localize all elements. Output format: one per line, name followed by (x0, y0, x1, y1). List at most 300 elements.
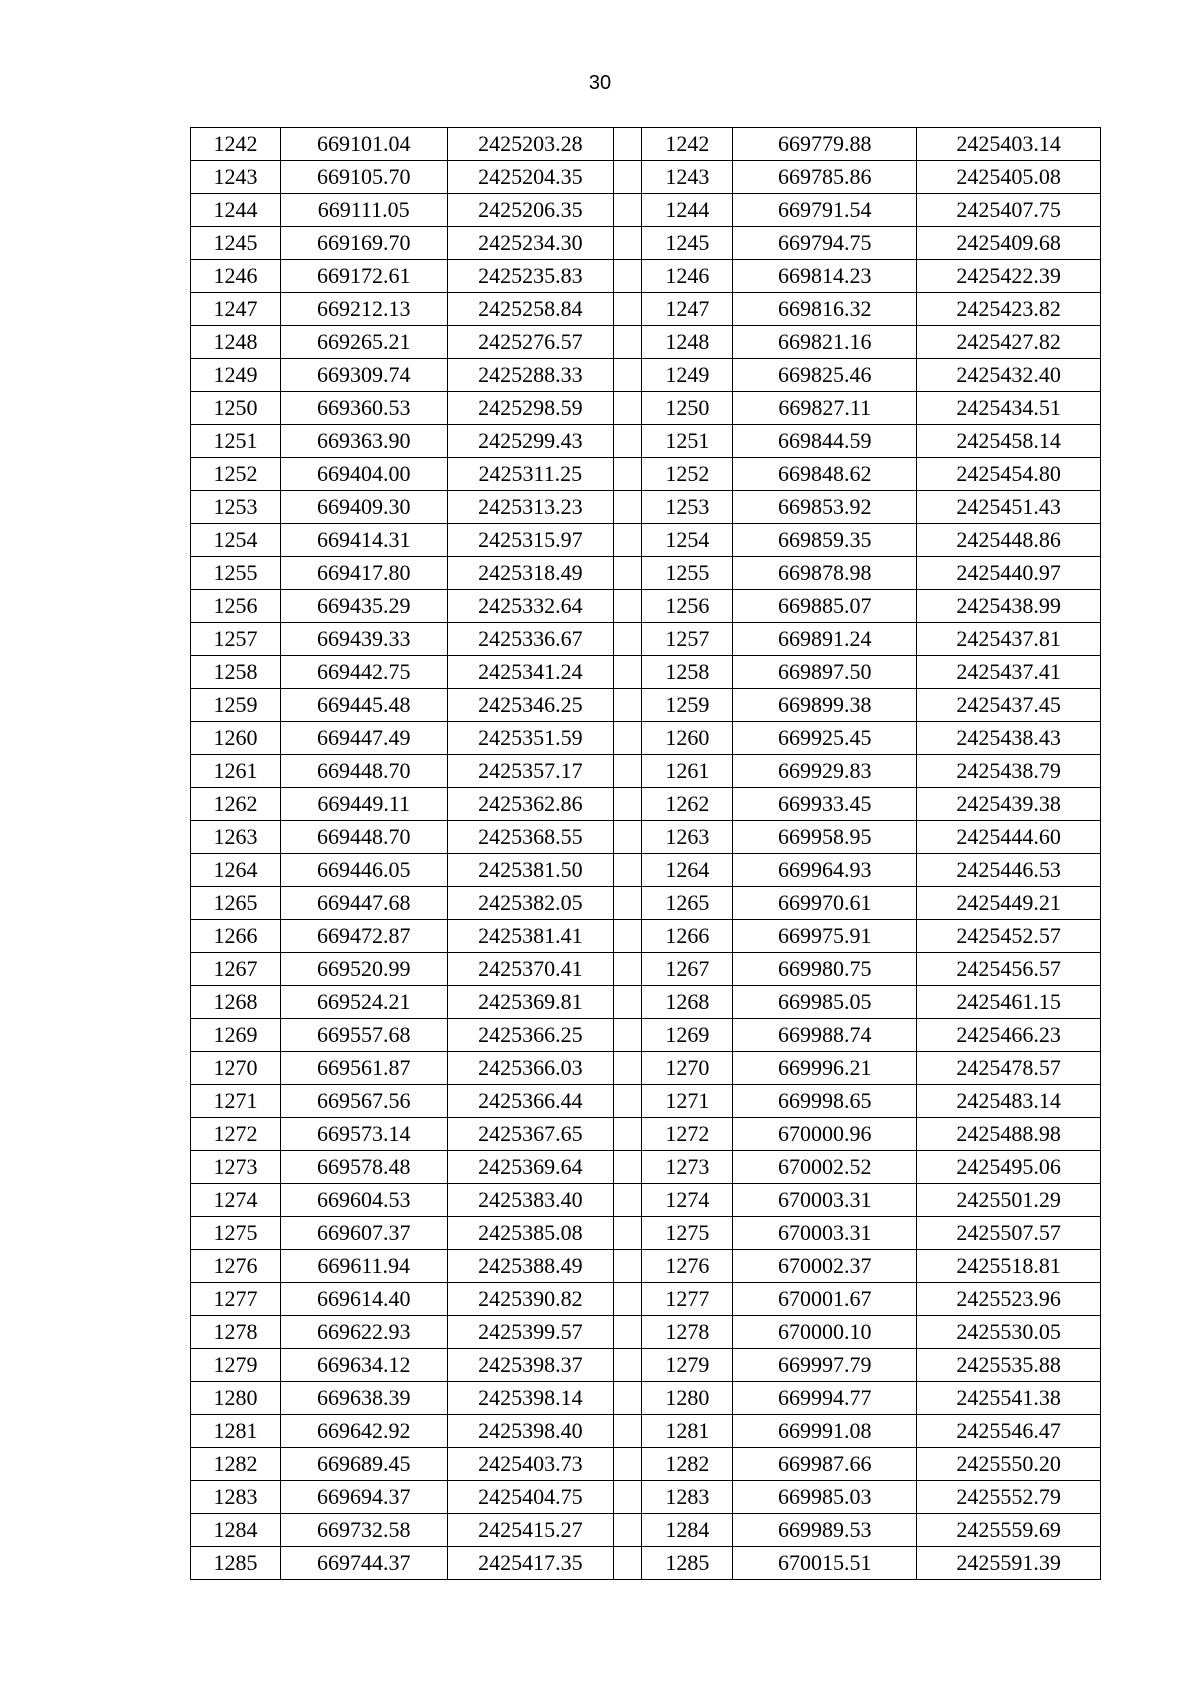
point-id-right: 1274 (642, 1184, 733, 1217)
spacer-cell (614, 1151, 642, 1184)
x-coordinate-right: 669825.46 (733, 359, 917, 392)
y-coordinate-left: 2425258.84 (447, 293, 614, 326)
table-row (191, 1085, 1101, 1118)
x-coordinate-left: 669557.68 (280, 1019, 447, 1052)
x-coordinate-left: 669442.75 (280, 656, 447, 689)
x-coordinate-right: 670000.10 (733, 1316, 917, 1349)
point-id-right: 1243 (642, 161, 733, 194)
point-id-right: 1265 (642, 887, 733, 920)
y-coordinate-left: 2425276.57 (447, 326, 614, 359)
point-id-right: 1264 (642, 854, 733, 887)
x-coordinate-left: 669212.13 (280, 293, 447, 326)
table-row (191, 1052, 1101, 1085)
spacer-cell (614, 524, 642, 557)
y-coordinate-left: 2425398.37 (447, 1349, 614, 1382)
point-id-left: 1251 (191, 425, 281, 458)
table-row (191, 1250, 1101, 1283)
spacer-cell (614, 722, 642, 755)
y-coordinate-left: 2425415.27 (447, 1514, 614, 1547)
point-id-left: 1257 (191, 623, 281, 656)
y-coordinate-right: 2425437.45 (917, 689, 1101, 722)
y-coordinate-left: 2425370.41 (447, 953, 614, 986)
point-id-right: 1272 (642, 1118, 733, 1151)
x-coordinate-right: 669848.62 (733, 458, 917, 491)
y-coordinate-right: 2425454.80 (917, 458, 1101, 491)
coordinates-table (190, 127, 1101, 1580)
x-coordinate-left: 669111.05 (280, 194, 447, 227)
y-coordinate-left: 2425398.14 (447, 1382, 614, 1415)
spacer-cell (614, 1052, 642, 1085)
point-id-left: 1281 (191, 1415, 281, 1448)
point-id-left: 1267 (191, 953, 281, 986)
y-coordinate-left: 2425318.49 (447, 557, 614, 590)
point-id-left: 1285 (191, 1547, 281, 1580)
point-id-left: 1245 (191, 227, 281, 260)
x-coordinate-left: 669622.93 (280, 1316, 447, 1349)
y-coordinate-left: 2425235.83 (447, 260, 614, 293)
x-coordinate-right: 669853.92 (733, 491, 917, 524)
point-id-left: 1269 (191, 1019, 281, 1052)
spacer-cell (614, 392, 642, 425)
y-coordinate-left: 2425388.49 (447, 1250, 614, 1283)
y-coordinate-right: 2425438.79 (917, 755, 1101, 788)
point-id-right: 1245 (642, 227, 733, 260)
x-coordinate-left: 669520.99 (280, 953, 447, 986)
spacer-cell (614, 491, 642, 524)
y-coordinate-right: 2425444.60 (917, 821, 1101, 854)
point-id-right: 1285 (642, 1547, 733, 1580)
x-coordinate-right: 669996.21 (733, 1052, 917, 1085)
y-coordinate-right: 2425458.14 (917, 425, 1101, 458)
y-coordinate-right: 2425488.98 (917, 1118, 1101, 1151)
table-row (191, 161, 1101, 194)
point-id-left: 1276 (191, 1250, 281, 1283)
point-id-left: 1258 (191, 656, 281, 689)
point-id-right: 1278 (642, 1316, 733, 1349)
spacer-cell (614, 623, 642, 656)
x-coordinate-right: 669925.45 (733, 722, 917, 755)
x-coordinate-left: 669448.70 (280, 755, 447, 788)
spacer-cell (614, 788, 642, 821)
x-coordinate-right: 669814.23 (733, 260, 917, 293)
x-coordinate-left: 669309.74 (280, 359, 447, 392)
point-id-left: 1252 (191, 458, 281, 491)
table-row (191, 260, 1101, 293)
y-coordinate-left: 2425381.50 (447, 854, 614, 887)
y-coordinate-left: 2425206.35 (447, 194, 614, 227)
table-row (191, 1283, 1101, 1316)
point-id-right: 1270 (642, 1052, 733, 1085)
x-coordinate-right: 670003.31 (733, 1217, 917, 1250)
point-id-right: 1242 (642, 128, 733, 161)
x-coordinate-right: 669897.50 (733, 656, 917, 689)
spacer-cell (614, 1514, 642, 1547)
x-coordinate-left: 669447.49 (280, 722, 447, 755)
y-coordinate-left: 2425369.81 (447, 986, 614, 1019)
y-coordinate-left: 2425351.59 (447, 722, 614, 755)
x-coordinate-right: 669844.59 (733, 425, 917, 458)
y-coordinate-left: 2425398.40 (447, 1415, 614, 1448)
y-coordinate-right: 2425446.53 (917, 854, 1101, 887)
point-id-right: 1277 (642, 1283, 733, 1316)
table-row (191, 1382, 1101, 1415)
x-coordinate-left: 669611.94 (280, 1250, 447, 1283)
x-coordinate-right: 669985.05 (733, 986, 917, 1019)
table-row (191, 326, 1101, 359)
x-coordinate-right: 669885.07 (733, 590, 917, 623)
x-coordinate-left: 669607.37 (280, 1217, 447, 1250)
x-coordinate-right: 669958.95 (733, 821, 917, 854)
spacer-cell (614, 557, 642, 590)
point-id-right: 1275 (642, 1217, 733, 1250)
y-coordinate-left: 2425369.64 (447, 1151, 614, 1184)
point-id-right: 1283 (642, 1481, 733, 1514)
table-row (191, 1151, 1101, 1184)
point-id-right: 1258 (642, 656, 733, 689)
spacer-cell (614, 227, 642, 260)
table-row (191, 986, 1101, 1019)
x-coordinate-right: 669998.65 (733, 1085, 917, 1118)
point-id-right: 1261 (642, 755, 733, 788)
spacer-cell (614, 689, 642, 722)
y-coordinate-left: 2425366.25 (447, 1019, 614, 1052)
x-coordinate-left: 669404.00 (280, 458, 447, 491)
point-id-right: 1271 (642, 1085, 733, 1118)
y-coordinate-left: 2425382.05 (447, 887, 614, 920)
point-id-right: 1253 (642, 491, 733, 524)
x-coordinate-left: 669169.70 (280, 227, 447, 260)
y-coordinate-right: 2425427.82 (917, 326, 1101, 359)
y-coordinate-left: 2425299.43 (447, 425, 614, 458)
y-coordinate-right: 2425451.43 (917, 491, 1101, 524)
spacer-cell (614, 128, 642, 161)
y-coordinate-right: 2425541.38 (917, 1382, 1101, 1415)
y-coordinate-right: 2425422.39 (917, 260, 1101, 293)
point-id-left: 1279 (191, 1349, 281, 1382)
spacer-cell (614, 1250, 642, 1283)
spacer-cell (614, 194, 642, 227)
x-coordinate-right: 670002.52 (733, 1151, 917, 1184)
y-coordinate-right: 2425434.51 (917, 392, 1101, 425)
x-coordinate-left: 669363.90 (280, 425, 447, 458)
table-row (191, 1415, 1101, 1448)
y-coordinate-left: 2425298.59 (447, 392, 614, 425)
point-id-right: 1269 (642, 1019, 733, 1052)
spacer-cell (614, 1382, 642, 1415)
spacer-cell (614, 1448, 642, 1481)
table-row (191, 1184, 1101, 1217)
x-coordinate-left: 669414.31 (280, 524, 447, 557)
x-coordinate-right: 669878.98 (733, 557, 917, 590)
y-coordinate-right: 2425559.69 (917, 1514, 1101, 1547)
table-row (191, 854, 1101, 887)
point-id-right: 1244 (642, 194, 733, 227)
point-id-right: 1249 (642, 359, 733, 392)
table-row (191, 689, 1101, 722)
x-coordinate-right: 669964.93 (733, 854, 917, 887)
x-coordinate-right: 669794.75 (733, 227, 917, 260)
y-coordinate-left: 2425368.55 (447, 821, 614, 854)
point-id-right: 1251 (642, 425, 733, 458)
y-coordinate-right: 2425461.15 (917, 986, 1101, 1019)
x-coordinate-right: 669859.35 (733, 524, 917, 557)
point-id-left: 1264 (191, 854, 281, 887)
x-coordinate-left: 669445.48 (280, 689, 447, 722)
point-id-left: 1247 (191, 293, 281, 326)
point-id-left: 1249 (191, 359, 281, 392)
point-id-left: 1263 (191, 821, 281, 854)
y-coordinate-right: 2425438.43 (917, 722, 1101, 755)
y-coordinate-right: 2425530.05 (917, 1316, 1101, 1349)
point-id-left: 1270 (191, 1052, 281, 1085)
y-coordinate-right: 2425437.41 (917, 656, 1101, 689)
table-row (191, 557, 1101, 590)
x-coordinate-right: 670015.51 (733, 1547, 917, 1580)
spacer-cell (614, 1019, 642, 1052)
y-coordinate-right: 2425432.40 (917, 359, 1101, 392)
table-row (191, 425, 1101, 458)
y-coordinate-right: 2425478.57 (917, 1052, 1101, 1085)
x-coordinate-left: 669409.30 (280, 491, 447, 524)
y-coordinate-left: 2425234.30 (447, 227, 614, 260)
y-coordinate-right: 2425523.96 (917, 1283, 1101, 1316)
table-row (191, 656, 1101, 689)
point-id-left: 1278 (191, 1316, 281, 1349)
x-coordinate-left: 669417.80 (280, 557, 447, 590)
y-coordinate-left: 2425346.25 (447, 689, 614, 722)
x-coordinate-left: 669604.53 (280, 1184, 447, 1217)
y-coordinate-right: 2425466.23 (917, 1019, 1101, 1052)
x-coordinate-left: 669744.37 (280, 1547, 447, 1580)
point-id-left: 1273 (191, 1151, 281, 1184)
point-id-left: 1272 (191, 1118, 281, 1151)
point-id-left: 1259 (191, 689, 281, 722)
point-id-right: 1250 (642, 392, 733, 425)
y-coordinate-right: 2425438.99 (917, 590, 1101, 623)
table-row (191, 128, 1101, 161)
y-coordinate-left: 2425404.75 (447, 1481, 614, 1514)
table-row (191, 755, 1101, 788)
y-coordinate-right: 2425552.79 (917, 1481, 1101, 1514)
x-coordinate-right: 669933.45 (733, 788, 917, 821)
spacer-cell (614, 458, 642, 491)
x-coordinate-left: 669694.37 (280, 1481, 447, 1514)
point-id-right: 1263 (642, 821, 733, 854)
x-coordinate-right: 669991.08 (733, 1415, 917, 1448)
x-coordinate-right: 669816.32 (733, 293, 917, 326)
x-coordinate-right: 669985.03 (733, 1481, 917, 1514)
y-coordinate-right: 2425507.57 (917, 1217, 1101, 1250)
y-coordinate-right: 2425407.75 (917, 194, 1101, 227)
x-coordinate-left: 669446.05 (280, 854, 447, 887)
x-coordinate-left: 669472.87 (280, 920, 447, 953)
x-coordinate-right: 669987.66 (733, 1448, 917, 1481)
point-id-left: 1255 (191, 557, 281, 590)
point-id-left: 1261 (191, 755, 281, 788)
y-coordinate-right: 2425440.97 (917, 557, 1101, 590)
y-coordinate-left: 2425341.24 (447, 656, 614, 689)
y-coordinate-right: 2425448.86 (917, 524, 1101, 557)
table-row (191, 1349, 1101, 1382)
point-id-left: 1254 (191, 524, 281, 557)
y-coordinate-left: 2425366.44 (447, 1085, 614, 1118)
table-row (191, 788, 1101, 821)
point-id-right: 1267 (642, 953, 733, 986)
table-row (191, 194, 1101, 227)
spacer-cell (614, 326, 642, 359)
point-id-left: 1275 (191, 1217, 281, 1250)
spacer-cell (614, 1184, 642, 1217)
spacer-cell (614, 854, 642, 887)
y-coordinate-left: 2425403.73 (447, 1448, 614, 1481)
spacer-cell (614, 293, 642, 326)
y-coordinate-right: 2425535.88 (917, 1349, 1101, 1382)
x-coordinate-left: 669732.58 (280, 1514, 447, 1547)
point-id-right: 1284 (642, 1514, 733, 1547)
spacer-cell (614, 1316, 642, 1349)
y-coordinate-left: 2425417.35 (447, 1547, 614, 1580)
x-coordinate-right: 669891.24 (733, 623, 917, 656)
y-coordinate-left: 2425288.33 (447, 359, 614, 392)
table-row (191, 1019, 1101, 1052)
point-id-right: 1266 (642, 920, 733, 953)
spacer-cell (614, 1118, 642, 1151)
table-row (191, 623, 1101, 656)
y-coordinate-right: 2425423.82 (917, 293, 1101, 326)
x-coordinate-right: 669980.75 (733, 953, 917, 986)
x-coordinate-right: 670000.96 (733, 1118, 917, 1151)
y-coordinate-left: 2425332.64 (447, 590, 614, 623)
x-coordinate-left: 669578.48 (280, 1151, 447, 1184)
point-id-right: 1246 (642, 260, 733, 293)
spacer-cell (614, 425, 642, 458)
x-coordinate-left: 669634.12 (280, 1349, 447, 1382)
x-coordinate-left: 669638.39 (280, 1382, 447, 1415)
spacer-cell (614, 161, 642, 194)
x-coordinate-left: 669614.40 (280, 1283, 447, 1316)
x-coordinate-left: 669105.70 (280, 161, 447, 194)
point-id-right: 1281 (642, 1415, 733, 1448)
y-coordinate-right: 2425437.81 (917, 623, 1101, 656)
x-coordinate-left: 669524.21 (280, 986, 447, 1019)
point-id-right: 1254 (642, 524, 733, 557)
y-coordinate-right: 2425403.14 (917, 128, 1101, 161)
x-coordinate-left: 669448.70 (280, 821, 447, 854)
point-id-left: 1262 (191, 788, 281, 821)
point-id-left: 1283 (191, 1481, 281, 1514)
point-id-right: 1279 (642, 1349, 733, 1382)
point-id-left: 1246 (191, 260, 281, 293)
x-coordinate-left: 669265.21 (280, 326, 447, 359)
table-row (191, 821, 1101, 854)
x-coordinate-right: 669988.74 (733, 1019, 917, 1052)
point-id-left: 1268 (191, 986, 281, 1019)
x-coordinate-right: 669779.88 (733, 128, 917, 161)
spacer-cell (614, 656, 642, 689)
table-row (191, 524, 1101, 557)
point-id-left: 1271 (191, 1085, 281, 1118)
point-id-left: 1253 (191, 491, 281, 524)
y-coordinate-right: 2425591.39 (917, 1547, 1101, 1580)
x-coordinate-left: 669172.61 (280, 260, 447, 293)
spacer-cell (614, 1085, 642, 1118)
y-coordinate-left: 2425204.35 (447, 161, 614, 194)
spacer-cell (614, 920, 642, 953)
y-coordinate-left: 2425362.86 (447, 788, 614, 821)
page-number: 30 (588, 72, 612, 94)
point-id-left: 1248 (191, 326, 281, 359)
table-row (191, 293, 1101, 326)
x-coordinate-right: 670002.37 (733, 1250, 917, 1283)
point-id-right: 1268 (642, 986, 733, 1019)
x-coordinate-left: 669561.87 (280, 1052, 447, 1085)
spacer-cell (614, 1547, 642, 1580)
point-id-right: 1256 (642, 590, 733, 623)
y-coordinate-right: 2425546.47 (917, 1415, 1101, 1448)
x-coordinate-left: 669360.53 (280, 392, 447, 425)
x-coordinate-right: 669791.54 (733, 194, 917, 227)
point-id-left: 1244 (191, 194, 281, 227)
table-row (191, 953, 1101, 986)
y-coordinate-right: 2425449.21 (917, 887, 1101, 920)
y-coordinate-left: 2425399.57 (447, 1316, 614, 1349)
point-id-right: 1262 (642, 788, 733, 821)
x-coordinate-left: 669439.33 (280, 623, 447, 656)
spacer-cell (614, 1349, 642, 1382)
spacer-cell (614, 260, 642, 293)
point-id-right: 1273 (642, 1151, 733, 1184)
point-id-left: 1274 (191, 1184, 281, 1217)
table-row (191, 1547, 1101, 1580)
y-coordinate-right: 2425550.20 (917, 1448, 1101, 1481)
point-id-left: 1280 (191, 1382, 281, 1415)
table-row (191, 1118, 1101, 1151)
x-coordinate-left: 669689.45 (280, 1448, 447, 1481)
point-id-right: 1260 (642, 722, 733, 755)
table-row (191, 1448, 1101, 1481)
spacer-cell (614, 1481, 642, 1514)
x-coordinate-right: 669929.83 (733, 755, 917, 788)
y-coordinate-left: 2425311.25 (447, 458, 614, 491)
y-coordinate-right: 2425518.81 (917, 1250, 1101, 1283)
spacer-cell (614, 953, 642, 986)
point-id-right: 1282 (642, 1448, 733, 1481)
table-row (191, 887, 1101, 920)
y-coordinate-left: 2425315.97 (447, 524, 614, 557)
y-coordinate-right: 2425409.68 (917, 227, 1101, 260)
y-coordinate-right: 2425483.14 (917, 1085, 1101, 1118)
point-id-left: 1260 (191, 722, 281, 755)
y-coordinate-right: 2425501.29 (917, 1184, 1101, 1217)
point-id-right: 1252 (642, 458, 733, 491)
y-coordinate-right: 2425439.38 (917, 788, 1101, 821)
y-coordinate-left: 2425381.41 (447, 920, 614, 953)
point-id-left: 1284 (191, 1514, 281, 1547)
x-coordinate-right: 669989.53 (733, 1514, 917, 1547)
x-coordinate-right: 669975.91 (733, 920, 917, 953)
spacer-cell (614, 359, 642, 392)
table-row (191, 920, 1101, 953)
table-row (191, 359, 1101, 392)
y-coordinate-left: 2425313.23 (447, 491, 614, 524)
x-coordinate-right: 670001.67 (733, 1283, 917, 1316)
x-coordinate-left: 669449.11 (280, 788, 447, 821)
y-coordinate-left: 2425385.08 (447, 1217, 614, 1250)
spacer-cell (614, 887, 642, 920)
point-id-right: 1280 (642, 1382, 733, 1415)
x-coordinate-left: 669101.04 (280, 128, 447, 161)
coordinates-table-body (191, 128, 1101, 1580)
